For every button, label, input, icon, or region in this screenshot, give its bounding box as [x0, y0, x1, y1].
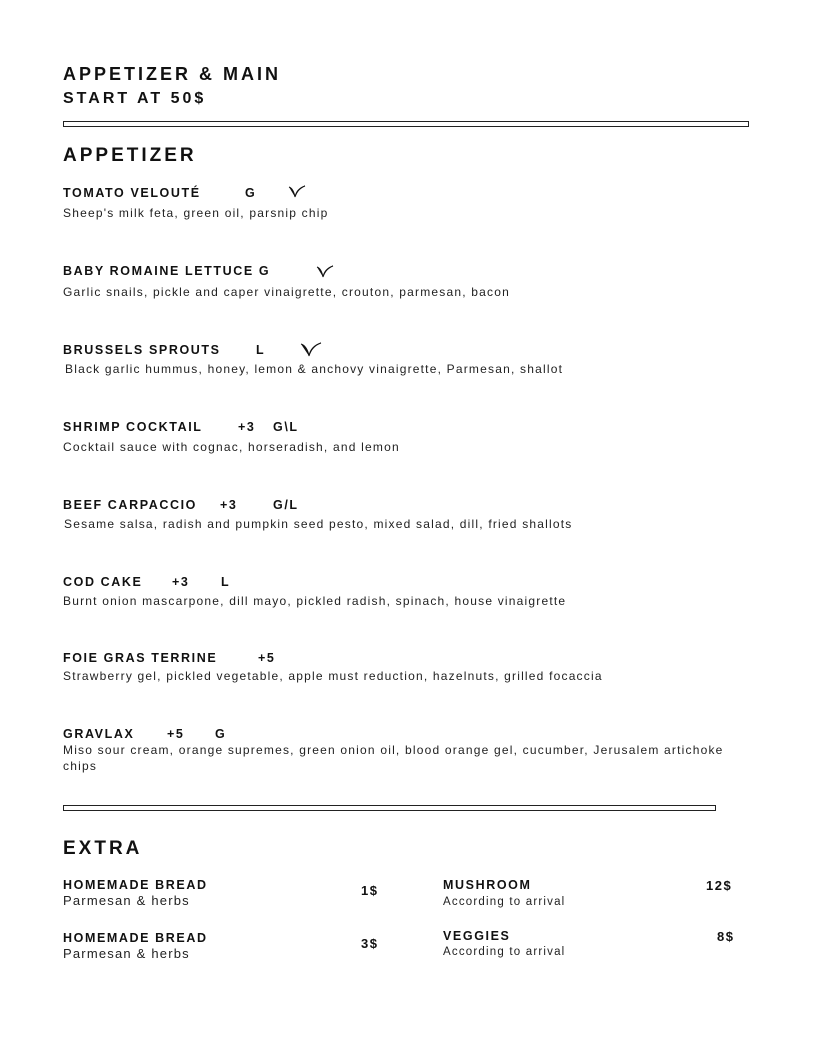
item-name: GRAVLAX: [63, 727, 135, 741]
item-name: BABY ROMAINE LETTUCE G: [63, 264, 271, 278]
leaf-icon: [288, 185, 306, 199]
item-description: Strawberry gel, pickled vegetable, apple must reduction, hazelnuts, grilled focaccia: [63, 669, 603, 683]
extra-section-title: EXTRA: [63, 838, 143, 859]
extra-item-description: According to arrival: [443, 946, 566, 958]
extra-item-price: 3$: [361, 936, 379, 951]
appetizer-section-title: APPETIZER: [63, 145, 197, 166]
item-tag: G: [215, 727, 227, 741]
extra-item-description: According to arrival: [443, 896, 566, 908]
item-description: Burnt onion mascarpone, dill mayo, pickled radish, spinach, house vinaigrette: [63, 594, 567, 608]
extra-item-price: 1$: [361, 883, 379, 898]
menu-subtitle: START AT 50$: [63, 90, 207, 107]
item-name: TOMATO VELOUTÉ: [63, 186, 201, 200]
item-name: SHRIMP COCKTAIL: [63, 420, 203, 434]
extra-item-description: Parmesan & herbs: [63, 946, 190, 961]
extra-item-price: 12$: [706, 878, 733, 893]
item-description: Sesame salsa, radish and pumpkin seed pesto, mixed salad, dill, fried shallots: [64, 517, 573, 531]
item-name: BEEF CARPACCIO: [63, 498, 197, 512]
item-name: FOIE GRAS TERRINE: [63, 651, 218, 665]
item-tag: +5: [258, 651, 276, 665]
item-description: Sheep's milk feta, green oil, parsnip chip: [63, 206, 329, 220]
extra-item-name: MUSHROOM: [443, 878, 532, 892]
item-description: Miso sour cream, orange supremes, green onion oil, blood orange gel, cucumber, Jerusalem artichoke chips: [63, 743, 724, 773]
item-tag: G: [245, 186, 257, 200]
item-name: COD CAKE: [63, 575, 143, 589]
extra-item-name: HOMEMADE BREAD: [63, 878, 208, 892]
item-name: BRUSSELS SPROUTS: [63, 343, 221, 357]
item-tag: L: [221, 575, 231, 589]
extra-item-name: HOMEMADE BREAD: [63, 931, 208, 945]
menu-title: APPETIZER & MAIN: [63, 64, 282, 84]
item-tag: +3: [238, 420, 256, 434]
item-tag: +5: [167, 727, 185, 741]
extra-item-name: VEGGIES: [443, 929, 511, 943]
leaf-icon: [316, 265, 334, 279]
item-tag: +3: [172, 575, 190, 589]
extra-item-description: Parmesan & herbs: [63, 893, 190, 908]
top-divider: [63, 121, 749, 127]
item-tag: +3: [220, 498, 238, 512]
item-tag: L: [256, 343, 266, 357]
item-description: Cocktail sauce with cognac, horseradish, and lemon: [63, 440, 400, 454]
section-divider: [63, 805, 716, 811]
leaf-icon: [300, 342, 322, 358]
item-tag: G\L: [273, 420, 299, 434]
item-description: Garlic snails, pickle and caper vinaigrette, crouton, parmesan, bacon: [63, 285, 510, 299]
item-description: Black garlic hummus, honey, lemon & anchovy vinaigrette, Parmesan, shallot: [65, 362, 564, 376]
extra-item-price: 8$: [717, 929, 735, 944]
item-tag: G/L: [273, 498, 299, 512]
